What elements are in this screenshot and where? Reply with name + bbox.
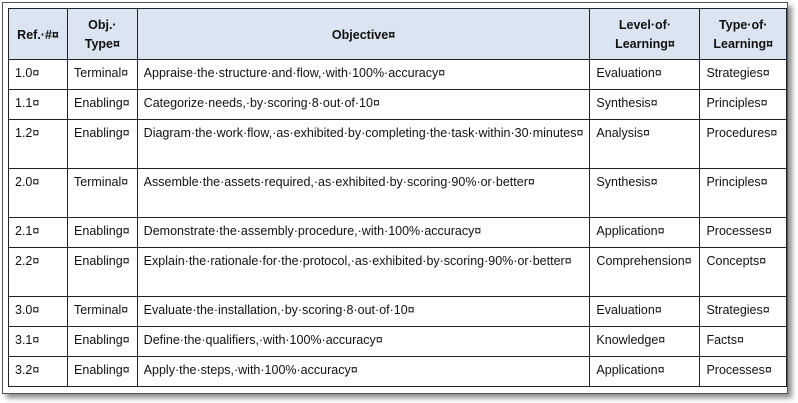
obj-type-cell: Terminal¤ bbox=[68, 297, 138, 327]
obj-type-cell: Terminal¤ bbox=[68, 60, 138, 90]
learning-type-cell: Processes¤ bbox=[700, 218, 787, 248]
objective-cell: Define·the·qualifiers,·with·100%·accuracy¤ bbox=[137, 327, 590, 357]
table-row bbox=[9, 169, 787, 218]
ref-cell: 2.1¤ bbox=[9, 218, 68, 248]
ref-cell: 3.1¤ bbox=[9, 327, 68, 357]
ref-cell: 1.2¤ bbox=[9, 120, 68, 169]
objective-cell: Evaluate·the·installation,·by·scoring·8·out·of·10¤ bbox=[137, 297, 590, 327]
header-level bbox=[590, 9, 700, 60]
objective-cell: Explain·the·rationale·for·the·protocol,·as·exhibited·by·scoring·90%·or·better¤ bbox=[137, 248, 590, 297]
table-row bbox=[9, 218, 787, 248]
level-cell: Synthesis¤ bbox=[590, 90, 700, 120]
level-cell: Synthesis¤ bbox=[590, 169, 700, 218]
learning-type-cell: Strategies¤ bbox=[700, 60, 787, 90]
header-row bbox=[9, 9, 787, 60]
table-row bbox=[9, 60, 787, 90]
header-type-learning-text: Type·of· Learning¤ bbox=[713, 18, 774, 51]
objective-cell: Appraise·the·structure·and·flow,·with·100%·accuracy¤ bbox=[137, 60, 590, 90]
ref-cell: 2.0¤ bbox=[9, 169, 68, 218]
objective-cell: Assemble·the·assets·required,·as·exhibited·by·scoring·90%·or·better¤ bbox=[137, 169, 590, 218]
obj-type-cell: Enabling¤ bbox=[68, 90, 138, 120]
level-cell: Analysis¤ bbox=[590, 120, 700, 169]
level-cell: Application¤ bbox=[590, 218, 700, 248]
table-row bbox=[9, 248, 787, 297]
objective-cell: Apply·the·steps,·with·100%·accuracy¤ bbox=[137, 357, 590, 387]
header-obj-type-text: Obj.· Type¤ bbox=[84, 18, 120, 51]
learning-type-cell: Processes¤ bbox=[700, 357, 787, 387]
obj-type-cell: Enabling¤ bbox=[68, 218, 138, 248]
objective-cell: Demonstrate·the·assembly·procedure,·with·100%·accuracy¤ bbox=[137, 218, 590, 248]
ref-cell: 1.0¤ bbox=[9, 60, 68, 90]
header-objective: Objective¤ bbox=[137, 9, 590, 60]
ref-cell: 2.2¤ bbox=[9, 248, 68, 297]
level-cell: Evaluation¤ bbox=[590, 60, 700, 90]
obj-type-cell: Terminal¤ bbox=[68, 169, 138, 218]
ref-cell: 3.2¤ bbox=[9, 357, 68, 387]
header-level-text: Level·of· Learning¤ bbox=[615, 18, 675, 51]
obj-type-cell: Enabling¤ bbox=[68, 248, 138, 297]
obj-type-cell: Enabling¤ bbox=[68, 357, 138, 387]
objectives-table bbox=[8, 8, 787, 387]
obj-type-cell: Enabling¤ bbox=[68, 327, 138, 357]
learning-type-cell: Strategies¤ bbox=[700, 297, 787, 327]
table-frame bbox=[2, 2, 788, 394]
table-row bbox=[9, 120, 787, 169]
objective-cell: Diagram·the·work·flow,·as·exhibited·by·completing·the·task·within·30·minutes¤ bbox=[137, 120, 590, 169]
level-cell: Application¤ bbox=[590, 357, 700, 387]
objective-cell: Categorize·needs,·by·scoring·8·out·of·10¤ bbox=[137, 90, 590, 120]
level-cell: Evaluation¤ bbox=[590, 297, 700, 327]
learning-type-cell: Principles¤ bbox=[700, 169, 787, 218]
header-obj-type bbox=[68, 9, 138, 60]
table-row bbox=[9, 357, 787, 387]
learning-type-cell: Principles¤ bbox=[700, 90, 787, 120]
table-row bbox=[9, 327, 787, 357]
learning-type-cell: Facts¤ bbox=[700, 327, 787, 357]
level-cell: Comprehension¤ bbox=[590, 248, 700, 297]
learning-type-cell: Concepts¤ bbox=[700, 248, 787, 297]
ref-cell: 1.1¤ bbox=[9, 90, 68, 120]
table-row bbox=[9, 90, 787, 120]
header-type-learning bbox=[700, 9, 787, 60]
learning-type-cell: Procedures¤ bbox=[700, 120, 787, 169]
ref-cell: 3.0¤ bbox=[9, 297, 68, 327]
obj-type-cell: Enabling¤ bbox=[68, 120, 138, 169]
header-ref: Ref.·#¤ bbox=[9, 9, 68, 60]
level-cell: Knowledge¤ bbox=[590, 327, 700, 357]
table-body bbox=[9, 60, 787, 387]
table-row bbox=[9, 297, 787, 327]
